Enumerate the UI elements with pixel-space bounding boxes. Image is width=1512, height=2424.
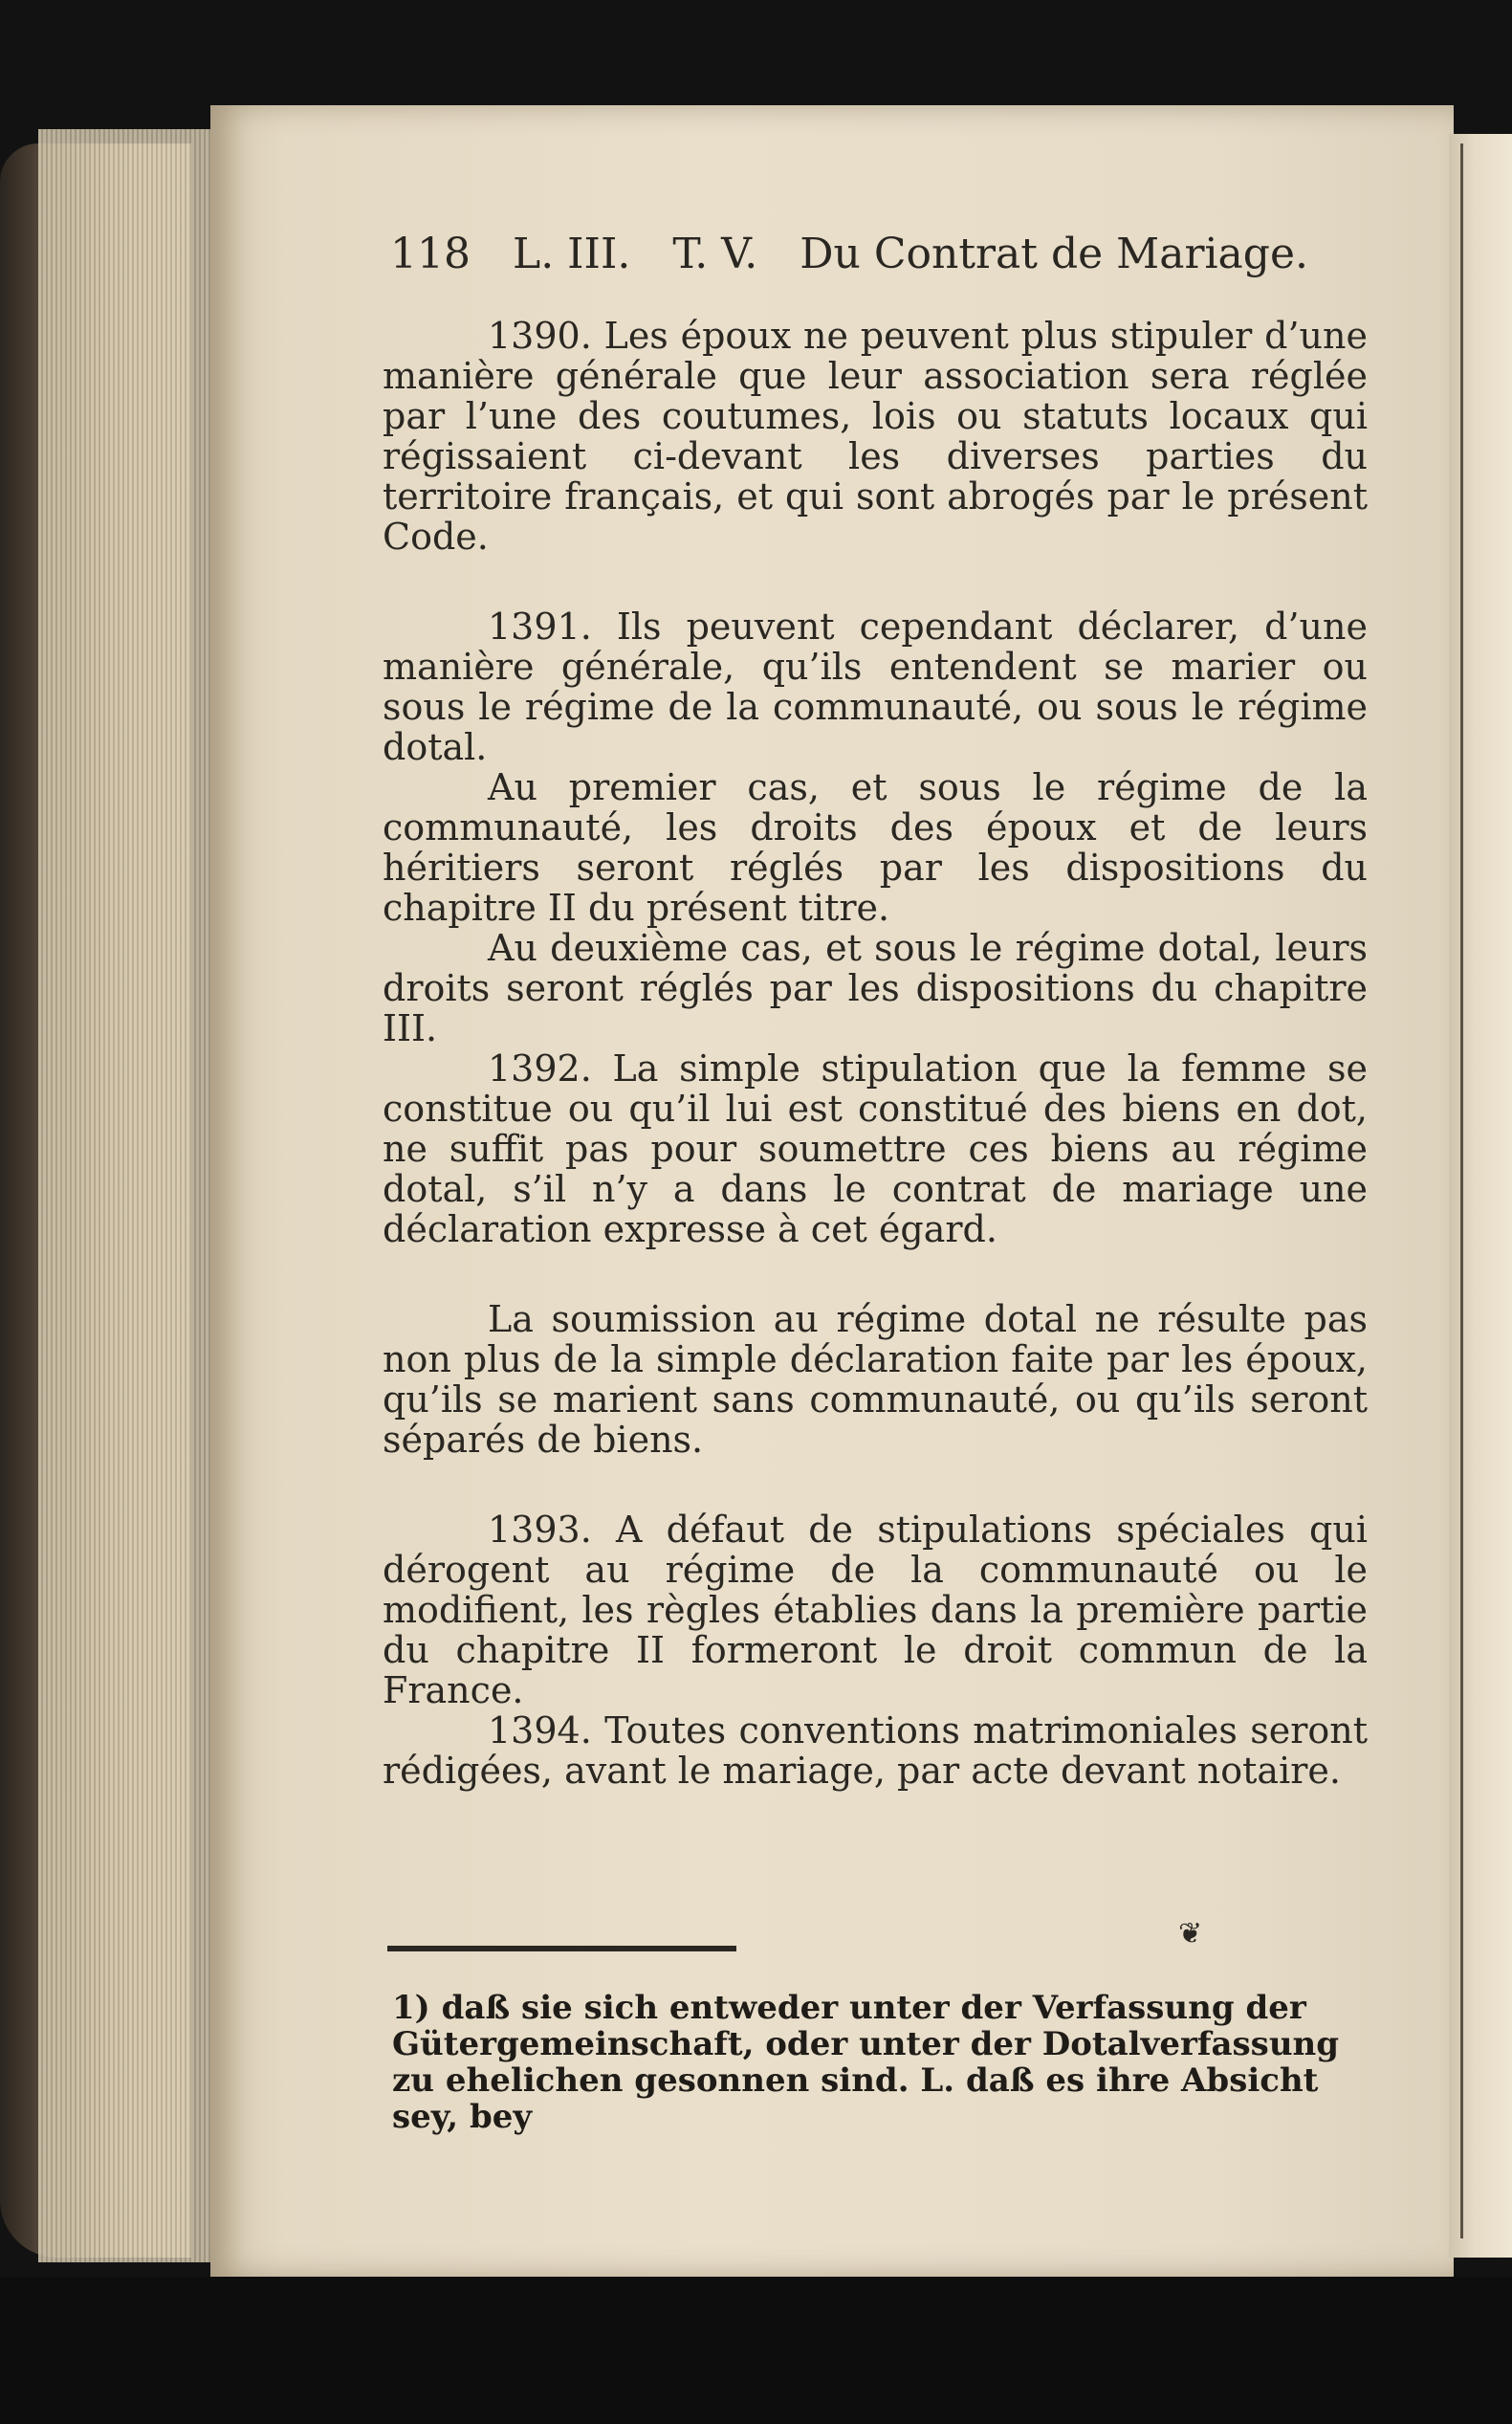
article-1391-para-2: Au premier cas, et sous le régime de la communauté, les droits des époux et de leurs héritiers seront réglés par les dispositions du chapitre II du présent titre. [383,766,1368,929]
body-text [383,316,1368,1791]
article-1392-para-2: La soumission au régime dotal ne résulte pas non plus de la simple déclaration faite par les époux, qu’ils se marient sans communauté, ou qu’ils seront séparés de biens. [383,1298,1368,1461]
article-1394: 1394. Toutes conventions matrimoniales seront rédigées, avant le mariage, par acte devant notaire. [383,1709,1368,1792]
facing-page-edge [1449,134,1512,2258]
article-1390: 1390. Les époux ne peuvent plus stipuler d’une manière générale que leur association sera réglée par l’une des coutumes, lois ou statuts locaux qui régissaient ci-devant les diverses parties du territoire français, et qui sont abrogés par le présent Code. [383,315,1368,558]
article-1391: 1391. Ils peuvent cependant déclarer, d’une manière générale, qu’ils entendent se marier ou sous le régime de la communauté, ou sous le régime dotal. [383,606,1368,768]
running-header [390,230,1327,287]
article-1393: 1393. A défaut de stipulations spéciales qui dérogent au régime de la communauté ou le modifient, les règles établies dans la première partie du chapitre II formeront le droit commun de la France. [383,1509,1368,1711]
article-1391-para-3: Au deuxième cas, et sous le régime dotal, leurs droits seront réglés par les dispositions du chapitre III. [383,927,1368,1049]
book-number: L. III. [512,230,631,278]
page-stack [38,129,230,2262]
article-1392: 1392. La simple stipulation que la femme se constitue ou qu’il lui est constitué des biens en dot, ne suffit pas pour soumettre ces biens au régime dotal, s’il n’y a dans le contrat de mariage une déclaration expresse à cet égard. [383,1047,1368,1250]
footnote-rule [387,1946,736,1951]
chapter-title: Du Contrat de Mariage. [800,230,1308,278]
bottom-background [0,2277,1512,2424]
gutter-line [1460,143,1463,2238]
ornament-icon: ❦ [1178,1917,1203,1950]
page-number: 118 [390,230,471,278]
footnote: 1) daß sie sich entweder unter der Verfassung der Gütergemeinschaft, oder unter der Dotalverfassung zu ehelichen gesonnen sind. L. daß es ihre Absicht sey, bey [392,1989,1340,2136]
title-number: T. V. [672,230,758,278]
